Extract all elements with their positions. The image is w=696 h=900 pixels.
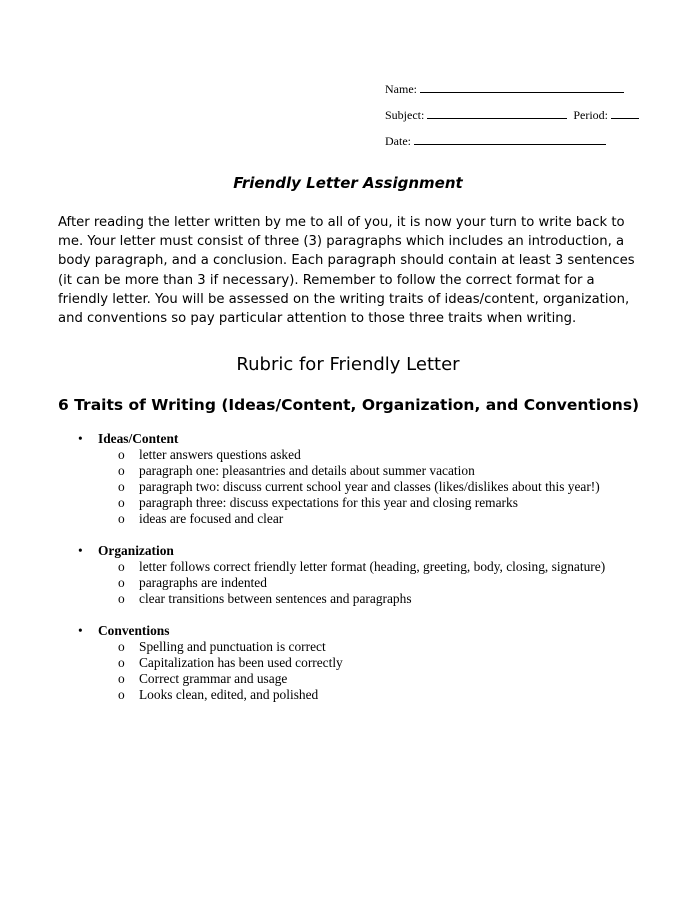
rubric-list	[78, 431, 678, 719]
circle-bullet-icon: o	[118, 479, 125, 494]
circle-bullet-icon: o	[118, 495, 125, 510]
circle-bullet-icon: o	[118, 639, 125, 654]
period-label: Period:	[573, 108, 608, 122]
section-heading	[78, 623, 678, 639]
section-heading	[78, 431, 678, 447]
list-item-text: letter follows correct friendly letter format (heading, greeting, body, closing, signature)	[139, 559, 606, 574]
circle-bullet-icon: o	[118, 591, 125, 606]
circle-bullet-icon: o	[118, 511, 125, 526]
list-item-text: paragraph three: discuss expectations for this year and closing remarks	[139, 495, 518, 510]
list-item	[78, 511, 678, 527]
section-heading-text: Conventions	[98, 623, 170, 638]
bullet-icon: •	[78, 623, 83, 638]
subject-blank-line	[427, 106, 567, 119]
circle-bullet-icon: o	[118, 575, 125, 590]
list-item-text: ideas are focused and clear	[139, 511, 284, 526]
circle-bullet-icon: o	[118, 447, 125, 462]
list-item-text: letter answers questions asked	[139, 447, 301, 462]
intro-paragraph: After reading the letter written by me to all of you, it is now your turn to write back to me. Your letter must consist of three (3) paragraphs which includes an introduction, a body paragraph, and a conclusion. Each paragraph should contain at least 3 sentences (it can be more than 3 if necessary). Remember to follow the correct format for a friendly letter. You will be assessed on the writing traits of ideas/content, organization, and conventions so pay particular attention to those three traits when writing.	[58, 215, 635, 327]
subject-period-field	[385, 106, 639, 132]
list-item	[78, 495, 678, 511]
list-item	[78, 575, 678, 591]
name-label: Name:	[385, 82, 417, 96]
date-label: Date:	[385, 134, 411, 148]
section-conventions	[78, 623, 678, 703]
list-item	[78, 671, 678, 687]
assignment-title: Friendly Letter Assignment	[233, 174, 463, 192]
list-item-text: paragraphs are indented	[139, 575, 267, 590]
list-item-text: Looks clean, edited, and polished	[139, 687, 319, 702]
circle-bullet-icon: o	[118, 463, 125, 478]
rubric-title: Rubric for Friendly Letter	[236, 354, 460, 375]
section-organization	[78, 543, 678, 607]
header-fields	[385, 80, 639, 158]
bullet-icon: •	[78, 543, 83, 558]
list-item	[78, 559, 678, 575]
section-heading	[78, 543, 678, 559]
name-blank-line	[420, 80, 624, 93]
section-ideas-content	[78, 431, 678, 527]
list-item	[78, 655, 678, 671]
list-item	[78, 687, 678, 703]
subject-label: Subject:	[385, 108, 425, 122]
section-heading-text: Ideas/Content	[98, 431, 179, 446]
list-item	[78, 591, 678, 607]
date-blank-line	[414, 132, 606, 145]
list-item	[78, 447, 678, 463]
circle-bullet-icon: o	[118, 687, 125, 702]
bullet-icon: •	[78, 431, 83, 446]
name-field	[385, 80, 639, 106]
circle-bullet-icon: o	[118, 559, 125, 574]
list-item-text: Correct grammar and usage	[139, 671, 288, 686]
list-item-text: clear transitions between sentences and paragraphs	[139, 591, 412, 606]
period-blank-line	[611, 106, 639, 119]
list-item-text: paragraph one: pleasantries and details about summer vacation	[139, 463, 475, 478]
list-item-text: paragraph two: discuss current school year and classes (likes/dislikes about this year!)	[139, 479, 600, 494]
date-field	[385, 132, 639, 158]
circle-bullet-icon: o	[118, 671, 125, 686]
list-item	[78, 639, 678, 655]
list-item	[78, 463, 678, 479]
traits-heading: 6 Traits of Writing (Ideas/Content, Organization, and Conventions)	[58, 396, 640, 414]
list-item-text: Spelling and punctuation is correct	[139, 639, 326, 654]
list-item	[78, 479, 678, 495]
section-heading-text: Organization	[98, 543, 174, 558]
list-item-text: Capitalization has been used correctly	[139, 655, 343, 670]
circle-bullet-icon: o	[118, 655, 125, 670]
